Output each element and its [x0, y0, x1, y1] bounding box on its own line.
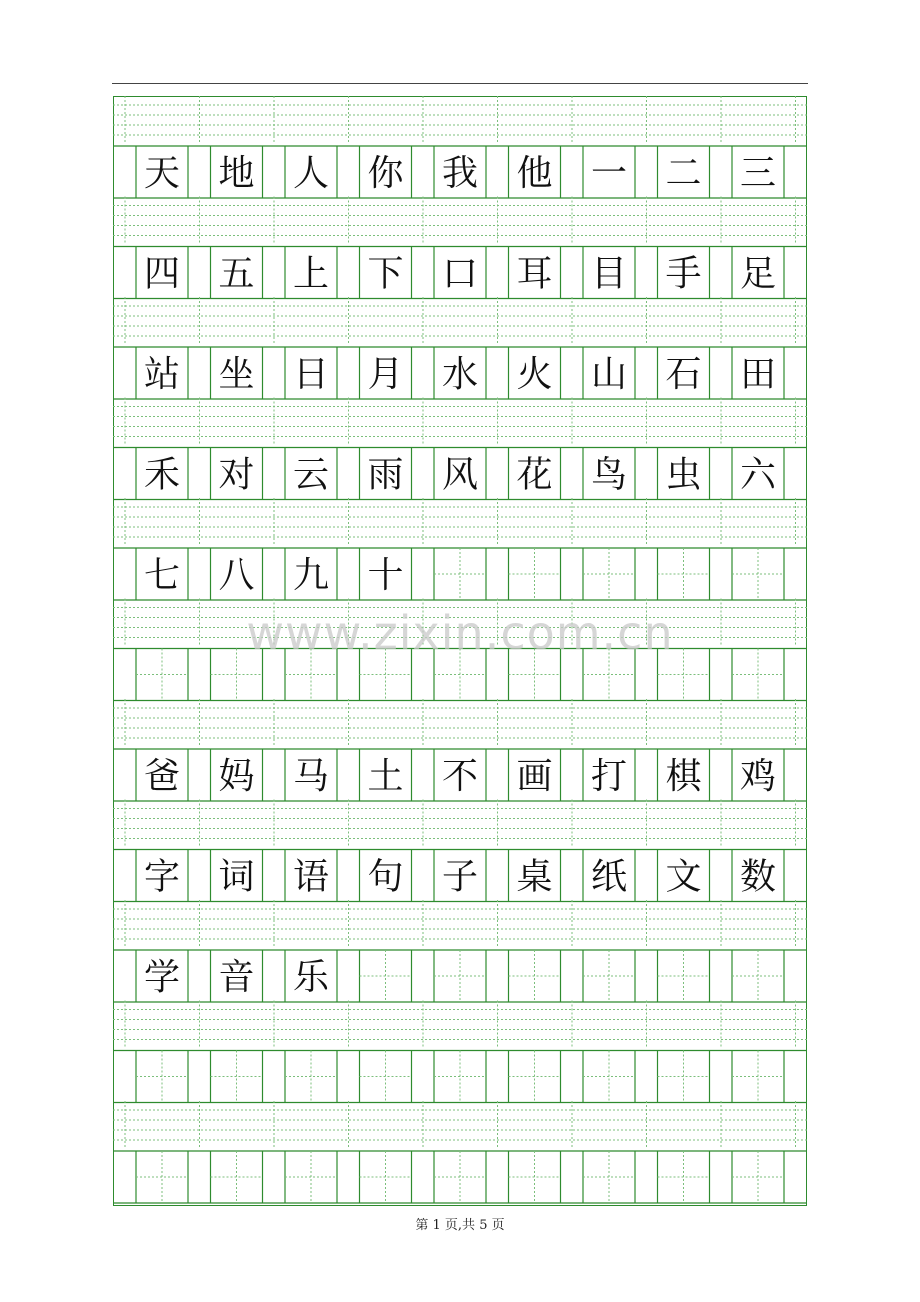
character-cell-text: 妈: [218, 756, 255, 797]
character-cell-text: 句: [367, 856, 404, 898]
character-cell-text: 火: [516, 354, 553, 395]
character-cell-text: 词: [218, 856, 255, 898]
character-cell-text: 字: [143, 856, 181, 898]
character-cell-text: 目: [590, 253, 628, 295]
page-footer: 第 1 页,共 5 页: [415, 1218, 505, 1233]
character-cell-text: 学: [143, 957, 181, 998]
character-cell-text: 打: [590, 756, 628, 797]
character-cell-text: 不: [441, 756, 479, 797]
character-cell-text: 二: [665, 153, 702, 194]
character-cell-text: 石: [665, 354, 702, 395]
character-cell-text: 你: [367, 153, 404, 194]
character-cell-text: 耳: [516, 253, 553, 295]
character-cell-text: 乐: [292, 957, 330, 998]
character-cell-text: 一: [590, 153, 628, 194]
character-cell-text: 禾: [143, 454, 181, 496]
character-cell-text: 花: [516, 454, 553, 496]
character-cell-text: 地: [218, 153, 255, 194]
character-cell-text: 文: [665, 856, 702, 898]
character-cell-text: 云: [292, 454, 330, 496]
character-cell-text: 人: [292, 153, 330, 194]
watermark: www.zixin.com.cn: [246, 606, 674, 660]
character-cell-text: 桌: [516, 856, 553, 898]
character-cell-text: 十: [367, 555, 404, 596]
character-cell-text: 站: [143, 354, 181, 395]
character-cell-text: 虫: [665, 454, 702, 496]
character-cell-text: 八: [218, 555, 255, 596]
character-cell-text: 天: [143, 153, 181, 194]
character-cell-text: 口: [441, 253, 479, 295]
character-cell-text: 纸: [590, 856, 628, 898]
character-cell-text: 我: [441, 153, 479, 194]
character-cell-text: 下: [367, 253, 404, 295]
character-cell-text: 鸟: [590, 454, 628, 496]
character-cell-text: 土: [367, 756, 404, 797]
character-cell-text: 雨: [367, 454, 404, 496]
character-cell-text: 足: [739, 253, 777, 295]
character-cell-text: 月: [367, 354, 404, 395]
character-cell-text: 手: [665, 253, 702, 295]
character-cell-text: 田: [739, 354, 777, 395]
character-cell-text: 画: [516, 756, 553, 797]
character-cell-text: 语: [292, 856, 330, 898]
character-cell-text: 六: [739, 454, 777, 496]
character-cell-text: 鸡: [739, 756, 777, 797]
character-cell-text: 爸: [143, 756, 181, 797]
character-cell-text: 音: [218, 957, 255, 998]
character-cell-text: 上: [292, 253, 330, 295]
character-cell-text: 棋: [665, 756, 702, 797]
character-cell-text: 山: [590, 354, 628, 395]
character-cell-text: 水: [441, 354, 479, 395]
character-cell-text: 马: [292, 756, 330, 797]
character-cell-text: 九: [292, 555, 330, 596]
character-cell-text: 数: [739, 856, 777, 898]
character-cell-text: 四: [143, 253, 181, 295]
character-cell-text: 坐: [218, 354, 255, 395]
character-cell-text: 五: [218, 253, 255, 295]
character-cell-text: 子: [441, 856, 479, 898]
character-cell-text: 对: [218, 454, 255, 496]
character-cell-text: 他: [516, 153, 553, 194]
character-cell-text: 日: [292, 354, 330, 395]
character-cell-text: 风: [441, 454, 479, 496]
character-cell-text: 七: [143, 555, 181, 596]
character-cell-text: 三: [739, 153, 777, 194]
